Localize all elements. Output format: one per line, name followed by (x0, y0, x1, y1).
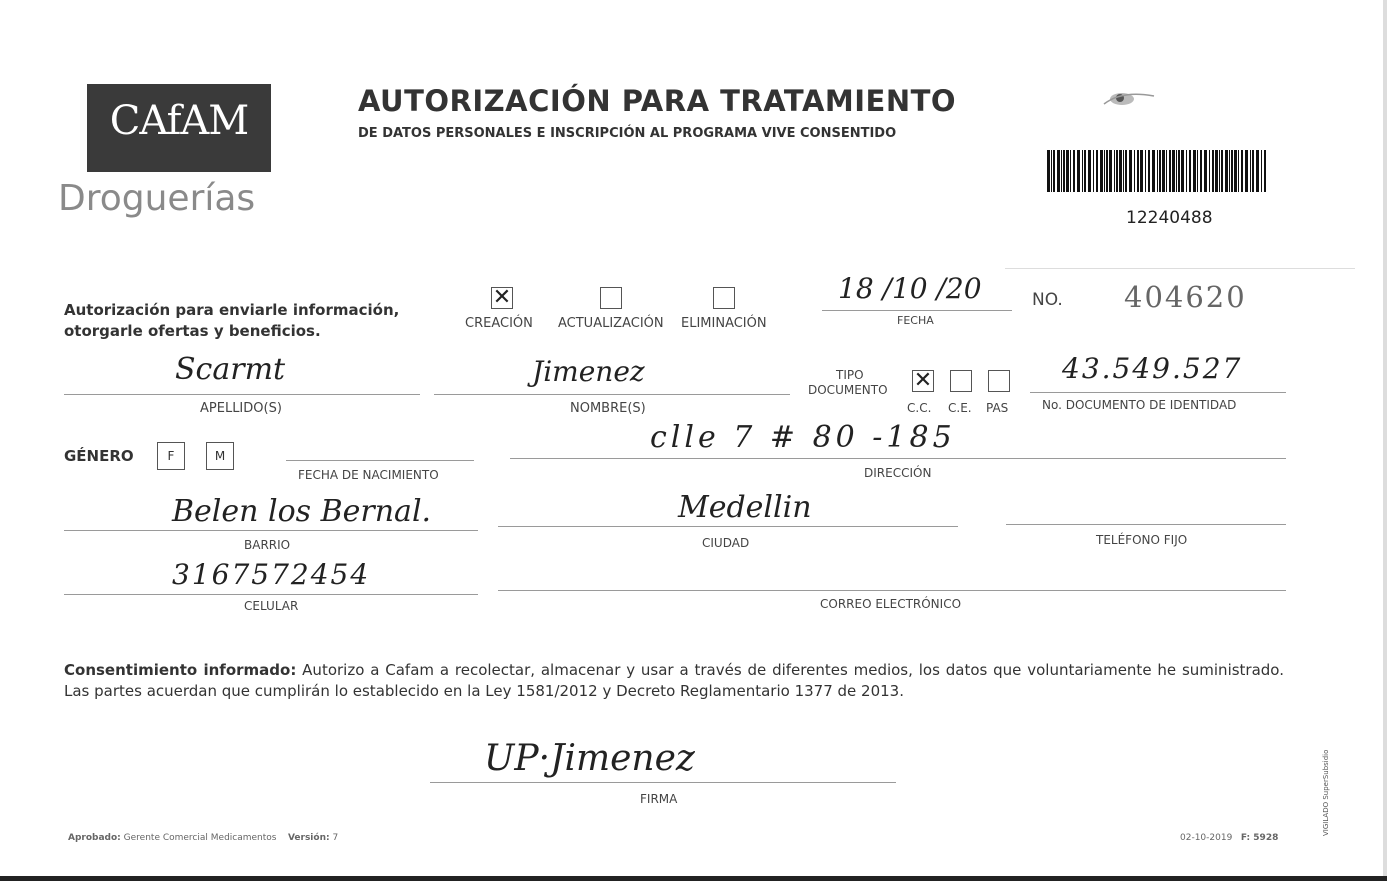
barcode-bar (1134, 150, 1135, 192)
barcode-bar (1231, 150, 1233, 192)
ciudad-line (498, 526, 958, 527)
nombres-value[interactable]: Jimenez (532, 355, 645, 388)
actualizacion-label: ACTUALIZACIÓN (558, 316, 664, 331)
barcode-bar (1116, 150, 1118, 192)
authorization-label-line2: otorgarle ofertas y beneficios. (64, 322, 321, 340)
nombres-line (434, 394, 790, 395)
documento-value[interactable]: 43.549.527 (1062, 352, 1243, 385)
barcode-bar (1209, 150, 1210, 192)
barcode-bar (1197, 150, 1198, 192)
barcode-bar (1169, 150, 1171, 192)
fecha-line (822, 310, 1012, 311)
number-label: NO. (1032, 290, 1063, 310)
eliminacion-label: ELIMINACIÓN (681, 316, 767, 331)
barcode-bar (1261, 150, 1262, 192)
signature-value[interactable]: UP·Jimenez (484, 738, 695, 779)
authorization-label (64, 300, 399, 342)
creacion-label: CREACIÓN (465, 316, 533, 331)
barcode-bar (1186, 150, 1187, 192)
barrio-line (64, 530, 478, 531)
barcode-bar (1215, 150, 1218, 192)
correo-label: CORREO ELECTRÓNICO (820, 597, 962, 611)
footer-approved (68, 833, 338, 843)
header-divider (1005, 268, 1355, 269)
barcode-bar (1204, 150, 1207, 192)
barcode-bar (1166, 150, 1167, 192)
nombres-label: NOMBRE(S) (570, 401, 646, 416)
actualizacion-checkbox[interactable] (600, 287, 622, 309)
barcode-bar (1125, 150, 1127, 192)
approved-value: Gerente Comercial Medicamentos (123, 833, 277, 843)
barcode-bar (1104, 150, 1105, 192)
fecha-label: FECHA (897, 314, 934, 327)
ce-checkbox[interactable] (950, 370, 972, 392)
barcode-bar (1123, 150, 1124, 192)
vigilado-text: VIGILADO SuperSubsidio (1322, 749, 1330, 836)
genero-f-checkbox[interactable]: F (157, 442, 185, 470)
apellidos-line (64, 394, 420, 395)
barcode-bar (1093, 150, 1094, 192)
barcode-bar (1073, 150, 1075, 192)
ce-label: C.E. (948, 401, 972, 415)
barcode-bar (1057, 150, 1060, 192)
footer-code: F: 5928 (1240, 833, 1279, 843)
genero-m-checkbox[interactable]: M (206, 442, 234, 470)
apellidos-label: APELLIDO(S) (200, 401, 282, 416)
direccion-label: DIRECCIÓN (864, 466, 932, 480)
barcode-bar (1096, 150, 1098, 192)
consent-text: Autorizo a Cafam a recolectar, almacenar y usar a través de diferentes medios, los datos que voluntariamente he suministrado. Las partes acuerdan que cumplirán lo establecido en la Ley 1581/2012 y Decreto Reglamentario 1377 de 2013. (64, 661, 1284, 700)
barcode-bar (1088, 150, 1091, 192)
tipo-doc-label-2: DOCUMENTO (808, 383, 888, 397)
barcode-bar (1047, 150, 1050, 192)
authorization-label-line1: Autorización para enviarle información, (64, 301, 400, 319)
logo-brand: CAfAM (109, 98, 249, 144)
barcode-bar (1225, 150, 1228, 192)
barcode-bar (1238, 150, 1239, 192)
barcode-bar (1162, 150, 1165, 192)
signature-line (430, 782, 896, 783)
cc-checkbox[interactable]: ✕ (913, 368, 933, 393)
barrio-label: BARRIO (244, 538, 291, 552)
barcode-bar (1241, 150, 1243, 192)
barcode-bar (1084, 150, 1086, 192)
telefono-label: TELÉFONO FIJO (1096, 533, 1188, 547)
celular-value[interactable]: 3167572454 (172, 558, 371, 591)
barcode-bar (1159, 150, 1161, 192)
barcode-bar (1234, 150, 1237, 192)
signature-label: FIRMA (640, 792, 678, 806)
genero-label: GÉNERO (64, 447, 134, 465)
barcode-bar (1145, 150, 1146, 192)
barrio-value[interactable]: Belen los Bernal. (172, 494, 432, 529)
consent-title: Consentimiento informado: (64, 661, 297, 679)
cc-label: C.C. (907, 401, 932, 415)
nacimiento-line[interactable] (286, 460, 474, 461)
creacion-checkbox[interactable]: ✕ (492, 285, 512, 310)
barcode-bar (1178, 150, 1180, 192)
documento-line (1030, 392, 1286, 393)
pas-checkbox[interactable] (988, 370, 1010, 392)
form-subtitle: DE DATOS PERSONALES E INSCRIPCIÓN AL PROGRAMA VIVE CONSENTIDO (358, 126, 897, 141)
eye-icon (1096, 88, 1156, 110)
barcode-bar (1200, 150, 1202, 192)
page-edge (1383, 0, 1387, 876)
bottom-border (0, 876, 1387, 881)
barcode-bar (1152, 150, 1155, 192)
barcode-bar (1252, 150, 1254, 192)
barcode-bar (1172, 150, 1175, 192)
cafam-logo (87, 84, 271, 172)
barcode-bar (1176, 150, 1177, 192)
barcode-bar (1137, 150, 1139, 192)
barcode-bar (1106, 150, 1108, 192)
telefono-line[interactable] (1006, 524, 1286, 525)
barcode-bar (1082, 150, 1083, 192)
consent-paragraph (64, 660, 1284, 702)
pas-label: PAS (986, 401, 1009, 415)
fecha-value[interactable]: 18 /10 /20 (838, 272, 982, 305)
barcode-bar (1140, 150, 1143, 192)
barcode-bar (1148, 150, 1150, 192)
barcode-bar (1066, 150, 1069, 192)
barcode-bar (1109, 150, 1112, 192)
ciudad-value[interactable]: Medellin (678, 490, 812, 525)
direccion-line (510, 458, 1286, 459)
barcode-bar (1193, 150, 1196, 192)
barcode-bar (1051, 150, 1052, 192)
form-title: AUTORIZACIÓN PARA TRATAMIENTO (358, 84, 957, 118)
barcode-bar (1256, 150, 1259, 192)
celular-line (64, 594, 478, 595)
barcode-bar (1157, 150, 1158, 192)
barcode-bar (1219, 150, 1220, 192)
barcode-bar (1053, 150, 1055, 192)
barcode-bar (1229, 150, 1230, 192)
correo-line[interactable] (498, 590, 1286, 591)
tipo-doc-label-1: TIPO (836, 368, 864, 382)
barcode-bar (1114, 150, 1115, 192)
version-label: Versión: (287, 833, 330, 843)
barcode-bar (1100, 150, 1103, 192)
barcode-number: 12240488 (1126, 208, 1213, 228)
barcode-bar (1189, 150, 1191, 192)
celular-label: CELULAR (244, 599, 299, 613)
apellidos-value[interactable]: Scarmt (175, 352, 286, 387)
barcode-bar (1221, 150, 1223, 192)
approved-label: Aprobado: (68, 833, 121, 843)
barcode-bar (1063, 150, 1065, 192)
barcode-bar (1181, 150, 1184, 192)
ciudad-label: CIUDAD (702, 536, 750, 550)
barcode-bar (1119, 150, 1122, 192)
form-number: 404620 (1124, 280, 1247, 314)
barcode-bar (1077, 150, 1080, 192)
footer-date: 02-10-2019 (1180, 833, 1233, 843)
eliminacion-checkbox[interactable] (713, 287, 735, 309)
direccion-value[interactable]: clle 7 # 80 -185 (650, 420, 956, 455)
logo-subtitle: Droguerías (58, 178, 256, 219)
version-value: 7 (332, 833, 339, 843)
barcode-bar (1250, 150, 1251, 192)
barcode-bar (1070, 150, 1071, 192)
documento-label: No. DOCUMENTO DE IDENTIDAD (1042, 398, 1237, 412)
barcode-bar (1245, 150, 1248, 192)
barcode-bar (1061, 150, 1062, 192)
barcode-bar (1212, 150, 1214, 192)
barcode-bar (1129, 150, 1132, 192)
barcode-bar (1264, 150, 1266, 192)
footer-right (1180, 833, 1278, 843)
nacimiento-label: FECHA DE NACIMIENTO (298, 468, 439, 482)
barcode (1047, 150, 1267, 192)
